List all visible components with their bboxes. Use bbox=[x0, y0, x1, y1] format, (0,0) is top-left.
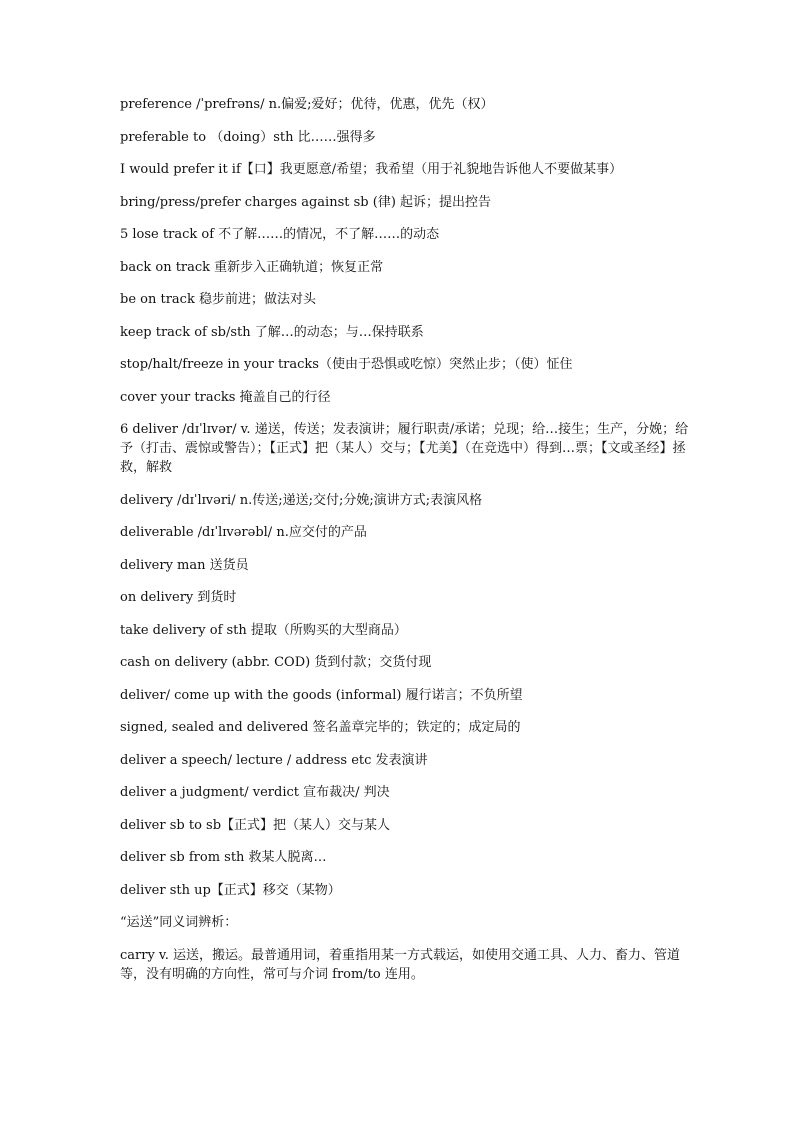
entry-prefer-charges: bring/press/prefer charges against sb (律) 起诉；提出控告 bbox=[120, 194, 492, 210]
entry-cash-on-delivery: cash on delivery (abbr. COD) 货到付款；交货付现 bbox=[120, 655, 432, 670]
entry-delivery-man: delivery man 送货员 bbox=[120, 557, 249, 573]
entry-cover-your-tracks: cover your tracks 掩盖自己的行径 bbox=[120, 389, 331, 405]
entry-deliver-sth-up: deliver sth up【正式】移交（某物） bbox=[120, 882, 341, 898]
entry-carry: carry v. 运送，搬运。最普通用词，着重指用某一方式载运，如使用交通工具、人力、畜力、管道等，没有明确的方向性，常可与介词 from/to 连用。 bbox=[120, 947, 681, 982]
entry-deliver: 6 deliver /dɪˈlɪvər/ v. 递送，传送；发表演讲；履行职责/承诺；兑现；给…接生；生产，分娩；给予（打击、震惊或警告）；【正式】把（某人）交与；【尤美】（在竞选中）得到…票；【文或圣经】拯救，解救 bbox=[120, 422, 689, 475]
entry-preferable-to: preferable to （doing）sth 比……强得多 bbox=[120, 129, 376, 145]
entry-back-on-track: back on track 重新步入正确轨道；恢复正常 bbox=[120, 259, 384, 275]
entry-deliver-a-judgment: deliver a judgment/ verdict 宣布裁决/ 判决 bbox=[120, 785, 390, 800]
entry-signed-sealed: signed, sealed and delivered 签名盖章完毕的；铁定的；成定局的 bbox=[120, 720, 521, 735]
entry-on-delivery: on delivery 到货时 bbox=[120, 590, 237, 605]
entry-deliver-the-goods: deliver/ come up with the goods (informal) 履行诺言；不负所望 bbox=[120, 687, 523, 703]
entry-deliver-sb-from-sth: deliver sb from sth 救某人脱离… bbox=[120, 850, 327, 865]
entry-deliver-a-speech: deliver a speech/ lecture / address etc 发表演讲 bbox=[120, 752, 428, 768]
entry-lose-track-of: 5 lose track of 不了解……的情况，不了解……的动态 bbox=[120, 227, 440, 242]
entry-stop-in-tracks: stop/halt/freeze in your tracks（使由于恐惧或吃惊）突然止步；（使）怔住 bbox=[120, 357, 573, 372]
entry-deliverable: deliverable /dɪˈlɪvərəbl/ n.应交付的产品 bbox=[120, 525, 367, 540]
synonym-heading: “运送”同义词辨析： bbox=[120, 915, 238, 930]
entry-preference: preference /ˈprefrəns/ n.偏爱;爱好；优待，优惠，优先（权） bbox=[120, 97, 494, 112]
entry-keep-track-of: keep track of sb/sth 了解…的动态；与…保持联系 bbox=[120, 324, 424, 340]
entry-delivery: delivery /dɪˈlɪvəri/ n.传送;递送;交付;分娩;演讲方式;表演风格 bbox=[120, 492, 483, 508]
document-page bbox=[120, 95, 700, 997]
entry-be-on-track: be on track 稳步前进；做法对头 bbox=[120, 292, 316, 307]
entry-take-delivery: take delivery of sth 提取（所购买的大型商品） bbox=[120, 622, 407, 638]
entry-i-would-prefer: I would prefer it if【口】我更愿意/希望；我希望（用于礼貌地告诉他人不要做某事） bbox=[120, 162, 623, 177]
entry-deliver-sb-to-sb: deliver sb to sb【正式】把（某人）交与某人 bbox=[120, 817, 391, 833]
